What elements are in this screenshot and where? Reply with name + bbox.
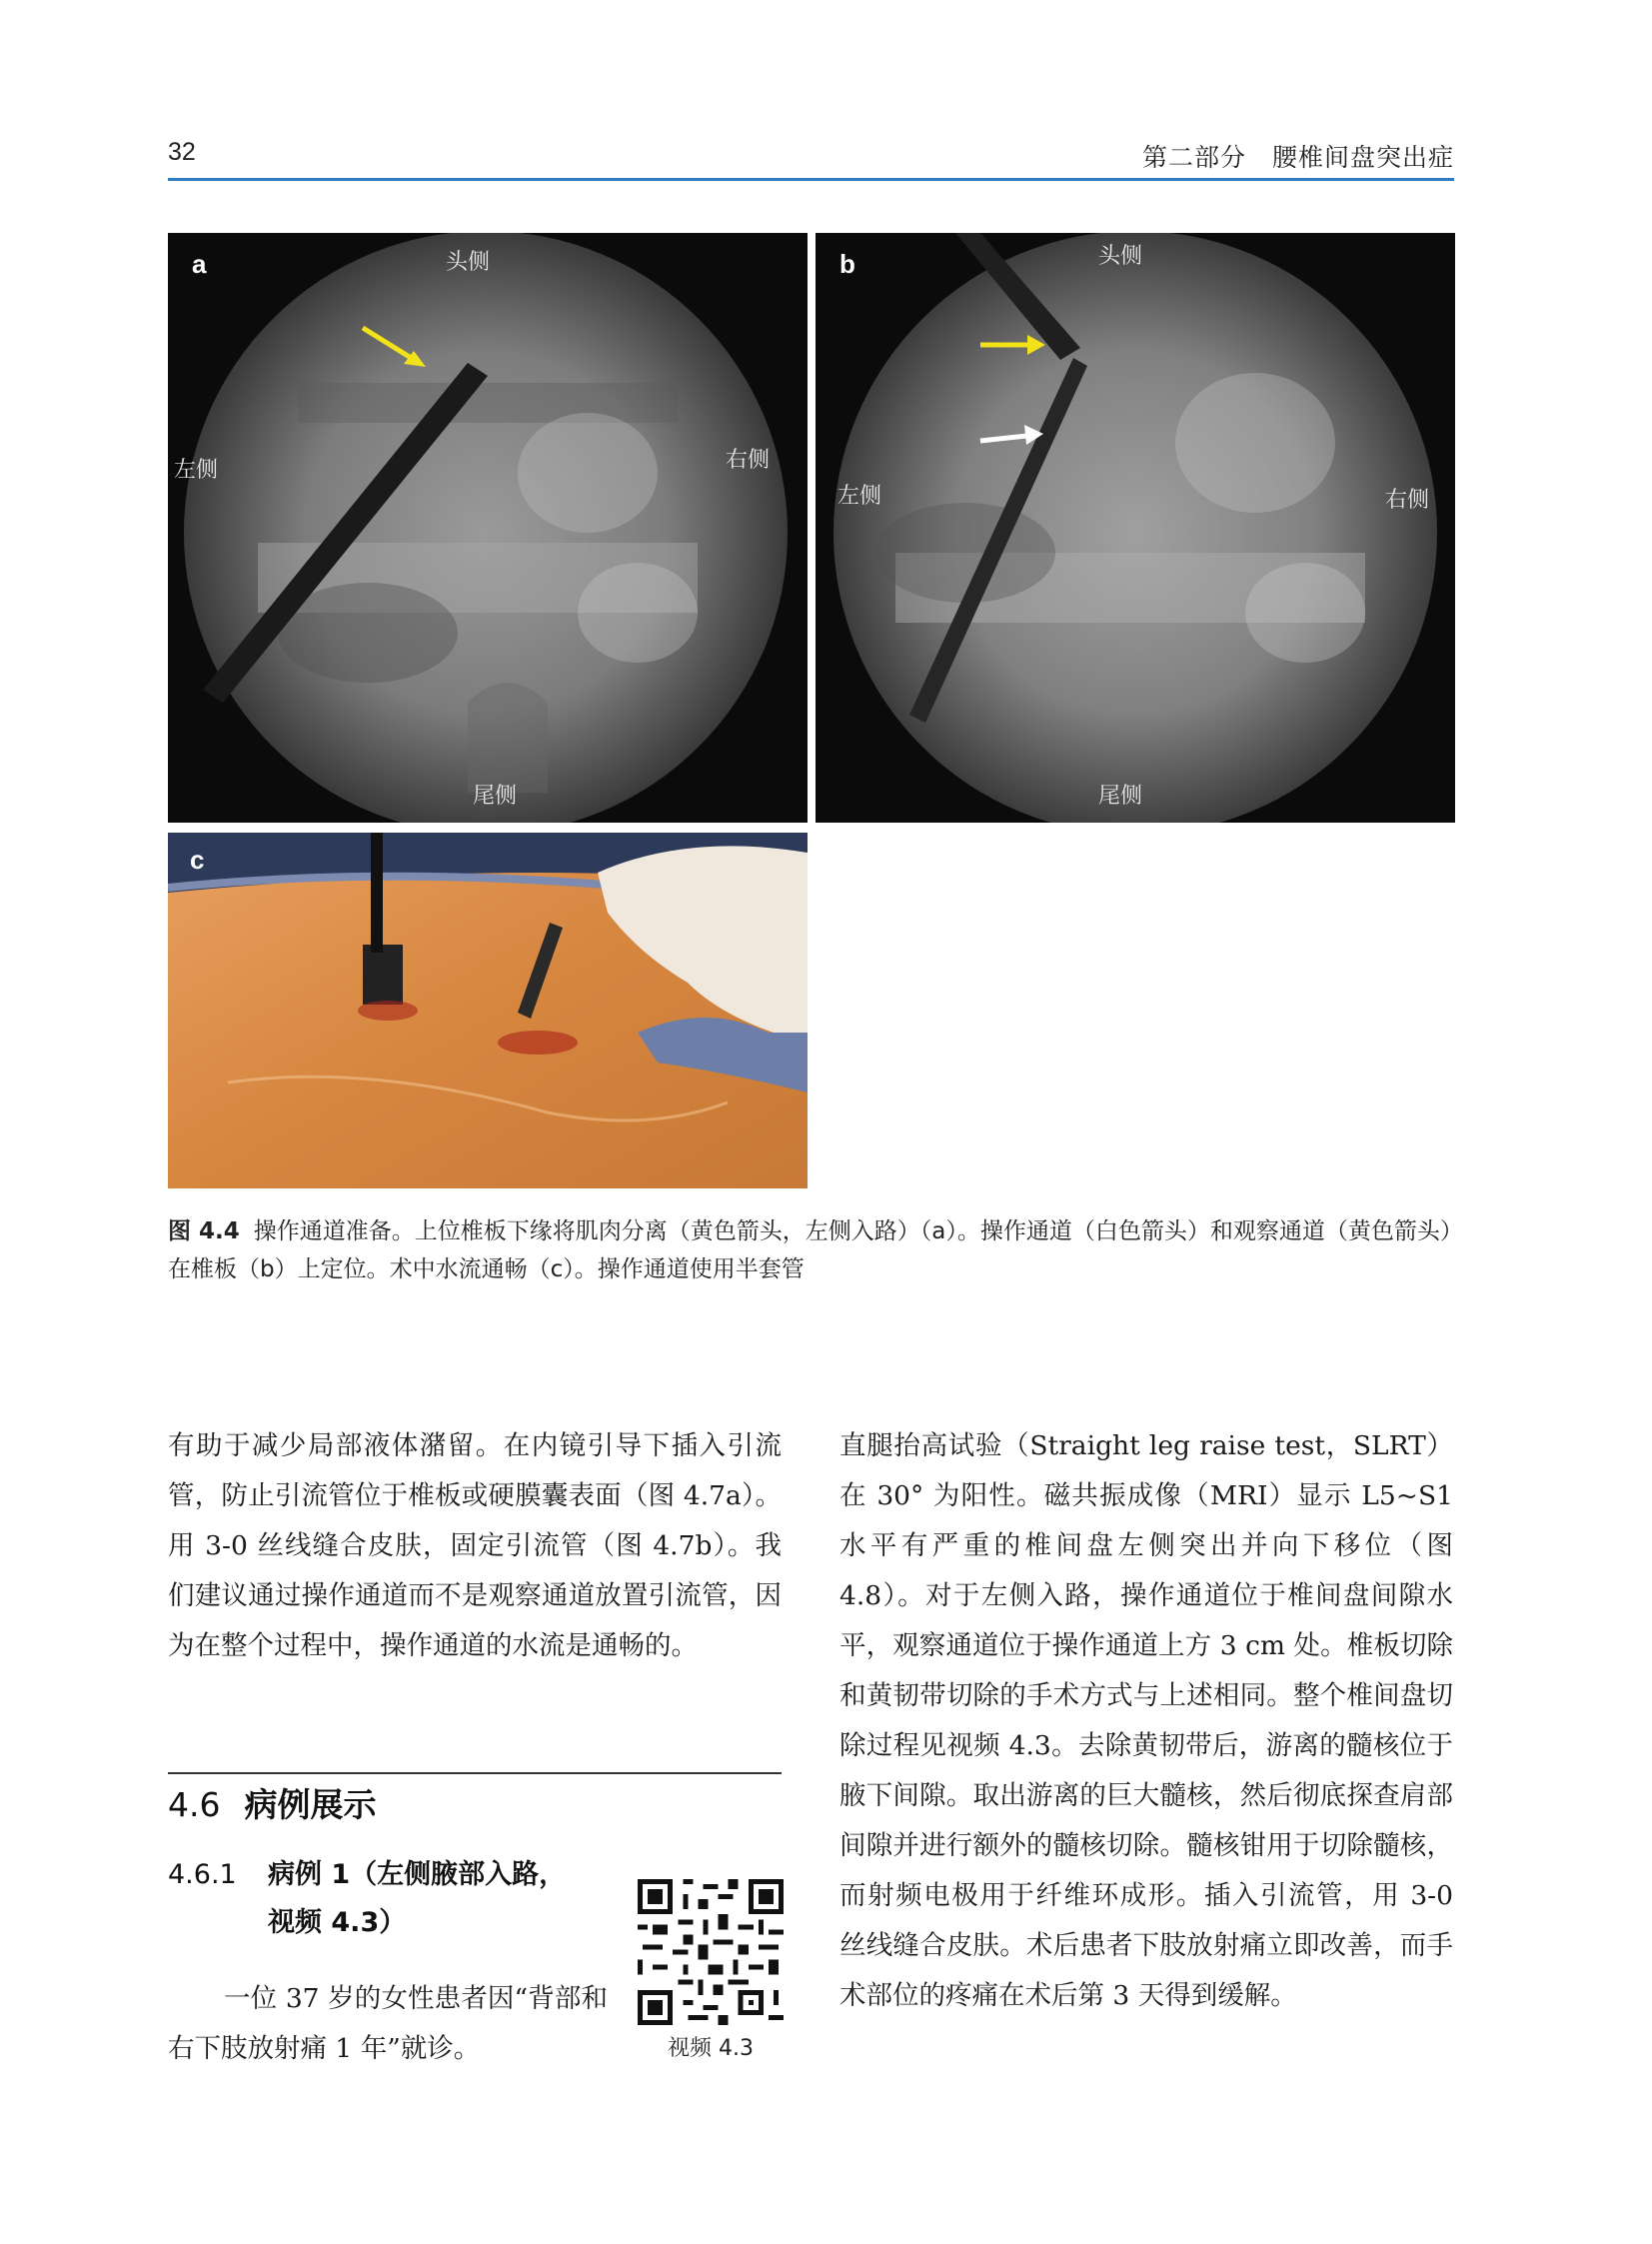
subsection-title-line1: 病例 1（左侧腋部入路， [268, 1859, 567, 1890]
figure-caption [168, 1212, 1457, 1288]
section-number: 4.6 [168, 1785, 221, 1824]
fluoroscopy-image-a [168, 233, 808, 823]
caption-text: 操作通道准备。上位椎板下缘将肌肉分离（黄色箭头，左侧入路）（a）。操作通道（白色箭头）和观察通道（黄色箭头）在椎板（b）上定位。术中水流通畅（c）。操作通道使用半套管 [168, 1218, 1452, 1282]
subsection-number: 4.6.1 [168, 1859, 237, 1890]
qr-code-graphic [638, 1879, 784, 2025]
section-heading [168, 1779, 376, 1826]
panel-letter-c: c [190, 845, 205, 875]
label-right: 右侧 [1385, 488, 1430, 513]
label-caudal: 尾侧 [473, 784, 518, 809]
figure-panel-a [168, 233, 808, 823]
label-cranial: 头侧 [1098, 244, 1143, 269]
subsection-title-line2: 视频 4.3） [268, 1907, 407, 1938]
section-rule [168, 1772, 782, 1774]
right-column-paragraph [839, 1421, 1453, 2021]
section-title: 病例展示 [244, 1785, 377, 1824]
panel-letter-a: a [192, 249, 207, 279]
surgical-photo-c [168, 833, 808, 1188]
body-text-right: 直腿抬高试验（Straight leg raise test，SLRT）在 30° 为阳性。磁共振成像（MRI）显示 L5~S1 水平有严重的椎间盘左侧突出并向下移位（图 4.8）。对于左侧入路，操作通道位于椎间盘间隙水平，观察通道位于操作通道上方 3 cm 处。椎板切除和黄韧带切除的手术方式与上述相同。整个椎间盘切除过程见视频 4.3。去除黄韧带后，游离的髓核位于腋下间隙。取出游离的巨大髓核，然后彻底探查肩部间隙并进行额外的髓核切除。髓核钳用于切除髓核，而射频电极用于纤维环成形。插入引流管，用 3-0 丝线缝合皮肤。术后患者下肢放射痛立即改善，而手术部位的疼痛在术后第 3 天得到缓解。 [839, 1430, 1453, 2011]
fluoroscopy-image-b [816, 233, 1455, 823]
figure-panel-c [168, 833, 808, 1188]
figure-panel-b [816, 233, 1455, 823]
label-cranial: 头侧 [446, 250, 491, 275]
panel-letter-b: b [839, 249, 855, 279]
case-intro-text: 一位 37 岁的女性患者因“背部和右下肢放射痛 1 年”就诊。 [168, 1983, 608, 2064]
body-text-left: 有助于减少局部液体潴留。在内镜引导下插入引流管，防止引流管位于椎板或硬膜囊表面（图 4.7a）。用 3-0 丝线缝合皮肤，固定引流管（图 4.7b）。我们建议通过操作通道而不是观察通道放置引流管，因为在整个过程中，操作通道的水流是通畅的。 [168, 1430, 782, 1661]
label-caudal: 尾侧 [1098, 784, 1143, 809]
qr-label: 视频 4.3 [668, 2036, 754, 2061]
label-left: 左侧 [174, 458, 219, 483]
qr-code[interactable] [638, 1879, 784, 2029]
label-right: 右侧 [726, 448, 771, 473]
left-column-paragraph [168, 1421, 782, 1671]
header-rule [168, 178, 1454, 181]
running-header: 第二部分 腰椎间盘突出症 [1141, 143, 1454, 172]
figure-number: 图 4.4 [168, 1218, 240, 1244]
subsection-heading [168, 1851, 608, 1947]
label-left: 左侧 [837, 484, 882, 509]
page-number: 32 [168, 138, 196, 166]
